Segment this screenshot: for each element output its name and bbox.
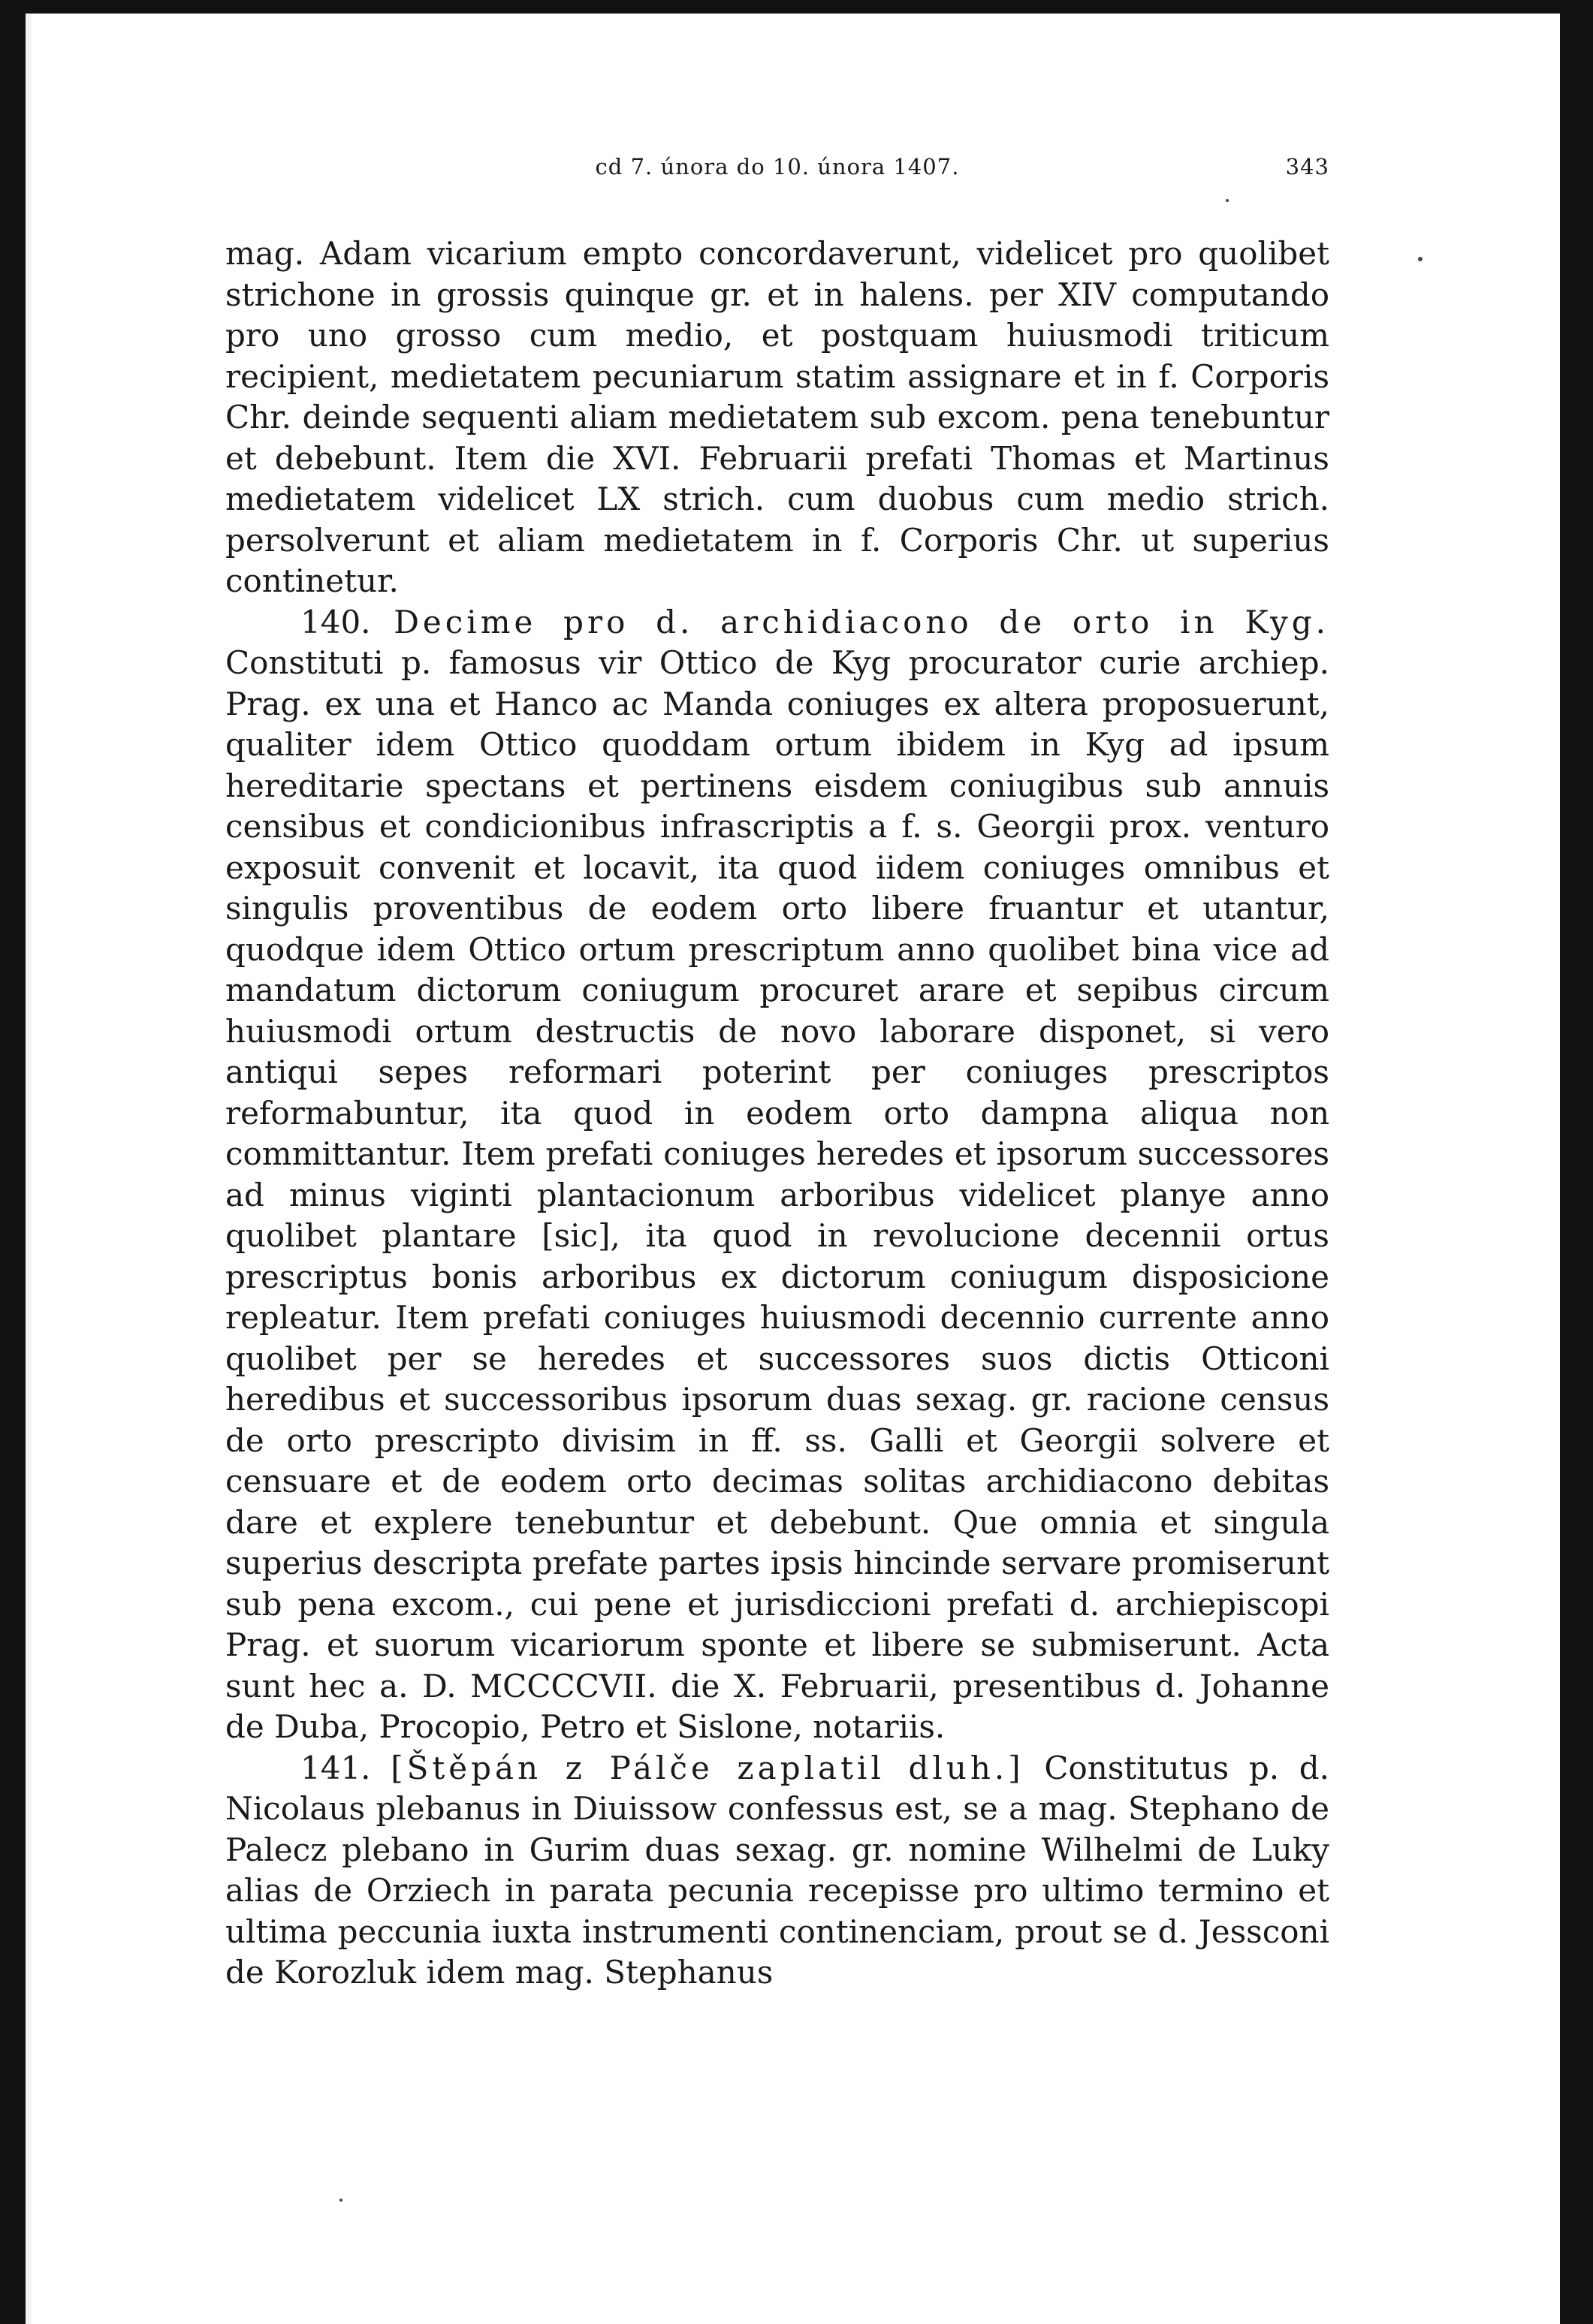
scan-border-right [1560, 0, 1593, 2324]
entry-text: Constitutus p. d. Nicolaus plebanus in Diuissow confessus est, se a mag. Stephano de Palecz plebano in Gurim duas sexag. gr. nomine Wilhelmi de Luky alias de Orziech in parata pecunia recepisse pro ultimo termino et ultima peccunia iuxta instrumenti continenciam, prout se d. Jessconi de Korozluk idem mag. Stephanus [225, 1749, 1329, 1991]
scan-border-top [0, 0, 1593, 14]
scan-border-left [0, 0, 26, 2324]
entry-140 [225, 602, 1329, 1748]
entry-heading: Decime pro d. archidiacono de orto in Kyg. [394, 603, 1329, 641]
entry-141 [225, 1748, 1329, 1994]
scan-speck [339, 2199, 342, 2202]
scan-speck [1418, 257, 1423, 261]
entry-heading: [Štěpán z Pálče zaplatil dluh.] [391, 1749, 1024, 1786]
running-head-title: cd 7. února do 10. února 1407. [595, 154, 960, 179]
paragraph-text: mag. Adam vicarium empto concordaverunt, videlicet pro quolibet strichone in grossis quinque gr. et in halens. per XIV computando pro uno grosso cum medio, et postquam huiusmodi triticum recipient, medietatem pecuniarum statim assignare et in f. Corporis Chr. deinde sequenti aliam medietatem sub excom. pena tenebuntur et debebunt. Item die XVI. Februarii prefati Thomas et Martinus medietatem videlicet LX strich. cum duobus cum medio strich. persolverunt et aliam medietatem in f. Corporis Chr. ut superius continetur. [225, 235, 1329, 599]
entry-text: Constituti p. famosus vir Ottico de Kyg procurator curie archiep. Prag. ex una et Hanco ac Manda coniuges ex altera proposuerunt, qualiter idem Ottico quoddam ortum ibidem in Kyg ad ipsum hereditarie spectans et pertinens eisdem coniugibus sub annuis censibus et condicionibus infrascriptis a f. s. Georgii prox. venturo exposuit convenit et locavit, ita quod iidem coniuges omnibus et singulis proventibus de eodem orto libere fruantur et utantur, quodque idem Ottico ortum prescriptum anno quolibet bina vice ad mandatum dictorum coniugum procuret arare et sepibus circum huiusmodi ortum destructis de novo laborare disponet, si vero antiqui sepes reformari poterint per coniuges prescriptos reformabuntur, ita quod in eodem orto dampna aliqua non committantur. Item prefati coniuges heredes et ipsorum successores ad minus viginti plantacionum arboribus videlicet planye anno quolibet plantare [sic], ita quod in revolucione decennii ortus prescriptus bonis arboribus ex dictorum coniugum disposicione repleatur. Item prefati coniuges huiusmodi decennio currente anno quolibet per se heredes et successores suos dictis Otticoni heredibus et successoribus ipsorum duas sexag. gr. racione census de orto prescripto divisim in ff. ss. Galli et Georgii solvere et censuare et de eodem orto decimas solitas archidiacono debitas dare et explere tenebuntur et debebunt. Que omnia et singula superius descripta prefate partes ipsis hincinde servare promiserunt sub pena excom., cui pene et jurisdiccioni prefati d. archiepiscopi Prag. et suorum vicariorum sponte et libere se submiserunt. Acta sunt hec a. D. MCCCCVII. die X. Februarii, presentibus d. Johanne de Duba, Procopio, Petro et Sislone, notariis. [225, 644, 1329, 1745]
running-head [225, 154, 1329, 191]
page-number: 343 [1285, 154, 1329, 179]
paragraph-continuation [225, 234, 1329, 602]
entry-number: 140. [300, 603, 371, 641]
document-page [225, 154, 1329, 1994]
body-text [225, 234, 1329, 1994]
scan-border-left-inner [26, 14, 32, 2324]
entry-number: 141. [300, 1749, 371, 1786]
